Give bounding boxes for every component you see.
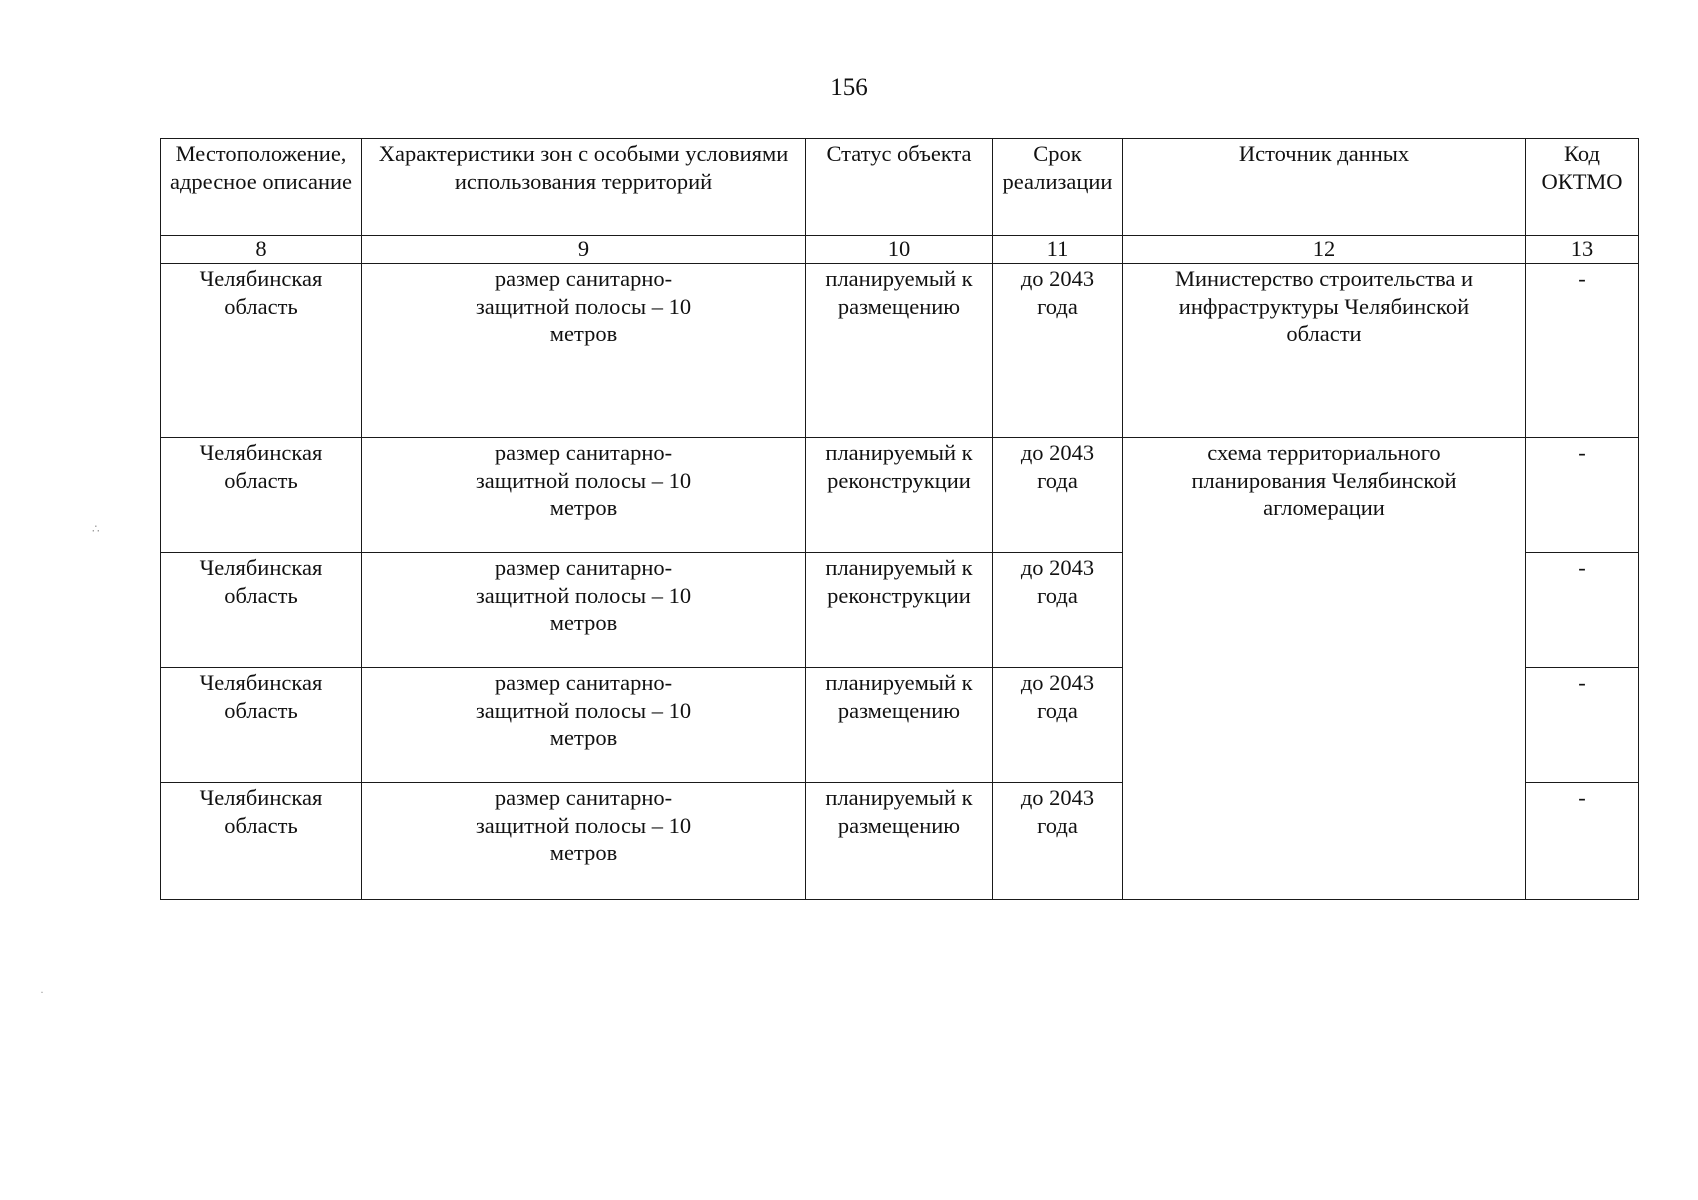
table-header-row	[161, 139, 1639, 236]
cell-oktmo: -	[1526, 783, 1639, 900]
cell-location: Челябинская область	[161, 264, 362, 438]
header-oktmo: Код ОКТМО	[1526, 139, 1639, 236]
cell-oktmo: -	[1526, 264, 1639, 438]
header-characteristics: Характеристики зон с особыми условиями использования территорий	[362, 139, 806, 236]
cell-location: Челябинская область	[161, 668, 362, 783]
cell-term: до 2043 года	[993, 783, 1123, 900]
page-number: 156	[830, 74, 868, 101]
header-location: Местоположение, адресное описание	[161, 139, 362, 236]
cell-status: планируемый к размещению	[806, 264, 993, 438]
column-number: 12	[1123, 236, 1526, 264]
cell-term: до 2043 года	[993, 668, 1123, 783]
column-number-row	[161, 236, 1639, 264]
column-number: 9	[362, 236, 806, 264]
cell-oktmo: -	[1526, 553, 1639, 668]
cell-status: планируемый к реконструкции	[806, 438, 993, 553]
cell-characteristics: размер санитарно-защитной полосы – 10 метров	[362, 264, 806, 438]
cell-status: планируемый к размещению	[806, 668, 993, 783]
cell-status: планируемый к реконструкции	[806, 553, 993, 668]
cell-characteristics: размер санитарно-защитной полосы – 10 метров	[362, 783, 806, 900]
cell-term: до 2043 года	[993, 438, 1123, 553]
cell-term: до 2043 года	[993, 264, 1123, 438]
table-row	[161, 264, 1639, 438]
zones-table	[160, 138, 1639, 900]
cell-oktmo: -	[1526, 668, 1639, 783]
cell-status: планируемый к размещению	[806, 783, 993, 900]
cell-location: Челябинская область	[161, 438, 362, 553]
cell-characteristics: размер санитарно-защитной полосы – 10 метров	[362, 553, 806, 668]
cell-term: до 2043 года	[993, 553, 1123, 668]
cell-characteristics: размер санитарно-защитной полосы – 10 метров	[362, 438, 806, 553]
column-number: 13	[1526, 236, 1639, 264]
header-source: Источник данных	[1123, 139, 1526, 236]
column-number: 10	[806, 236, 993, 264]
column-number: 8	[161, 236, 362, 264]
cell-source-merged: схема территориального планирования Челябинской агломерации	[1123, 438, 1526, 900]
header-status: Статус объекта	[806, 139, 993, 236]
table-row	[161, 438, 1639, 553]
scan-speck: ∴	[92, 522, 100, 536]
cell-source: Министерство строительства и инфраструктуры Челябинской области	[1123, 264, 1526, 438]
column-number: 11	[993, 236, 1123, 264]
cell-oktmo: -	[1526, 438, 1639, 553]
scan-speck: ·	[40, 985, 44, 999]
cell-location: Челябинская область	[161, 783, 362, 900]
cell-location: Челябинская область	[161, 553, 362, 668]
cell-characteristics: размер санитарно-защитной полосы – 10 метров	[362, 668, 806, 783]
header-term: Срок реализации	[993, 139, 1123, 236]
